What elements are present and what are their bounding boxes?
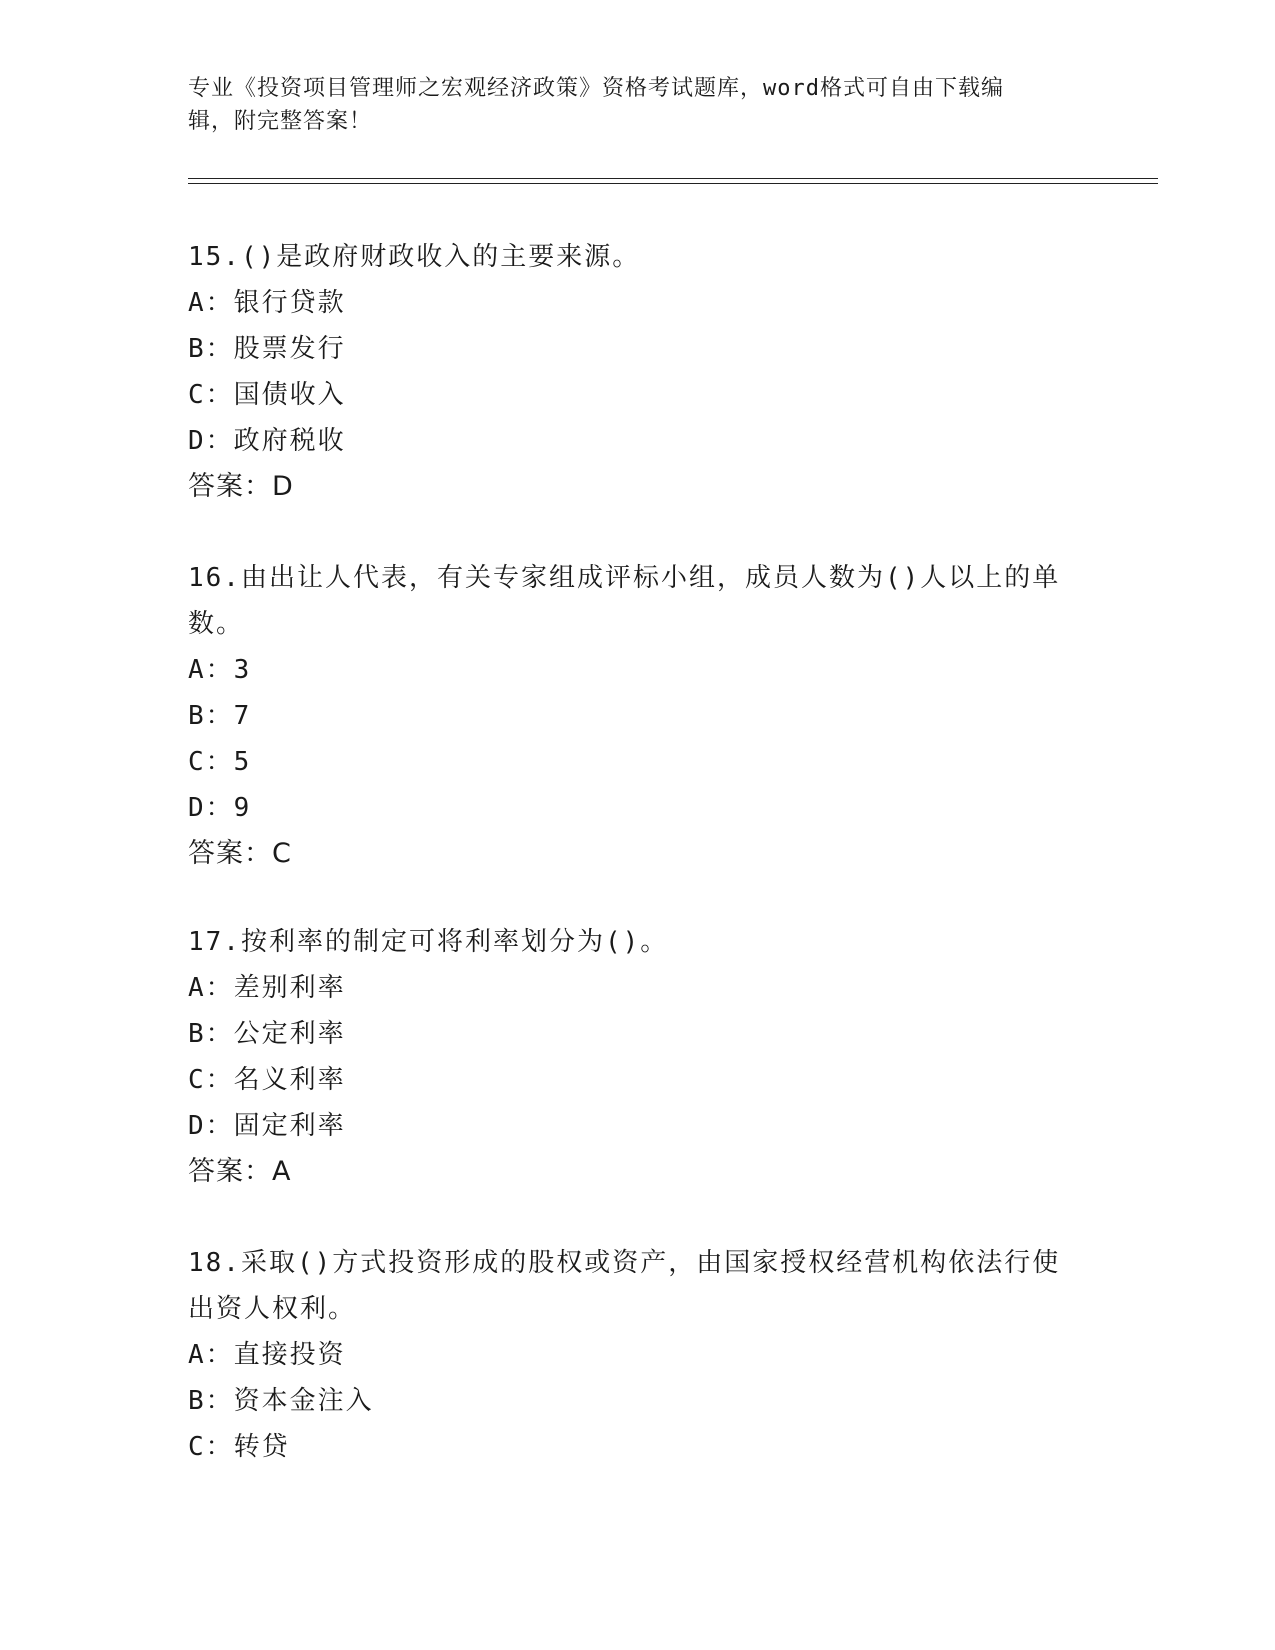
option-d: D：9	[188, 793, 252, 823]
option-c: C：转贷	[188, 1432, 290, 1462]
answer-text: 答案：C	[188, 838, 292, 869]
option-c: C：5	[188, 747, 252, 777]
option-a: A：差别利率	[188, 973, 346, 1003]
option-b: B：7	[188, 701, 252, 731]
option-c: C：名义利率	[188, 1065, 346, 1095]
question-15	[188, 234, 1088, 510]
question-stem-line-2: 数。	[188, 609, 245, 639]
answer-text: 答案：D	[188, 471, 294, 502]
option-a: A：直接投资	[188, 1340, 346, 1370]
option-b: B：资本金注入	[188, 1386, 374, 1416]
question-stem-line-2: 出资人权利。	[188, 1294, 357, 1324]
question-18	[188, 1240, 1088, 1470]
question-16	[188, 555, 1088, 877]
option-a: A：3	[188, 655, 252, 685]
question-stem-line-1: 16.由出让人代表，有关专家组成评标小组，成员人数为()人以上的单	[188, 563, 1061, 593]
header-divider-top	[188, 178, 1158, 179]
option-c: C：国债收入	[188, 380, 346, 410]
option-b: B：公定利率	[188, 1019, 346, 1049]
question-stem: 17.按利率的制定可将利率划分为()。	[188, 927, 669, 957]
question-stem-line-1: 18.采取()方式投资形成的股权或资产，由国家授权经营机构依法行使	[188, 1248, 1061, 1278]
option-b: B：股票发行	[188, 334, 346, 364]
header-line-1: 专业《投资项目管理师之宏观经济政策》资格考试题库，word格式可自由下载编	[188, 76, 1004, 101]
document-header	[188, 72, 1088, 138]
header-divider-bottom	[188, 183, 1158, 184]
question-stem: 15.()是政府财政收入的主要来源。	[188, 242, 641, 272]
answer-text: 答案：A	[188, 1156, 292, 1187]
option-d: D：政府税收	[188, 426, 346, 456]
option-d: D：固定利率	[188, 1111, 346, 1141]
option-a: A：银行贷款	[188, 288, 346, 318]
question-17	[188, 919, 1088, 1195]
header-line-2: 辑，附完整答案！	[188, 109, 373, 134]
